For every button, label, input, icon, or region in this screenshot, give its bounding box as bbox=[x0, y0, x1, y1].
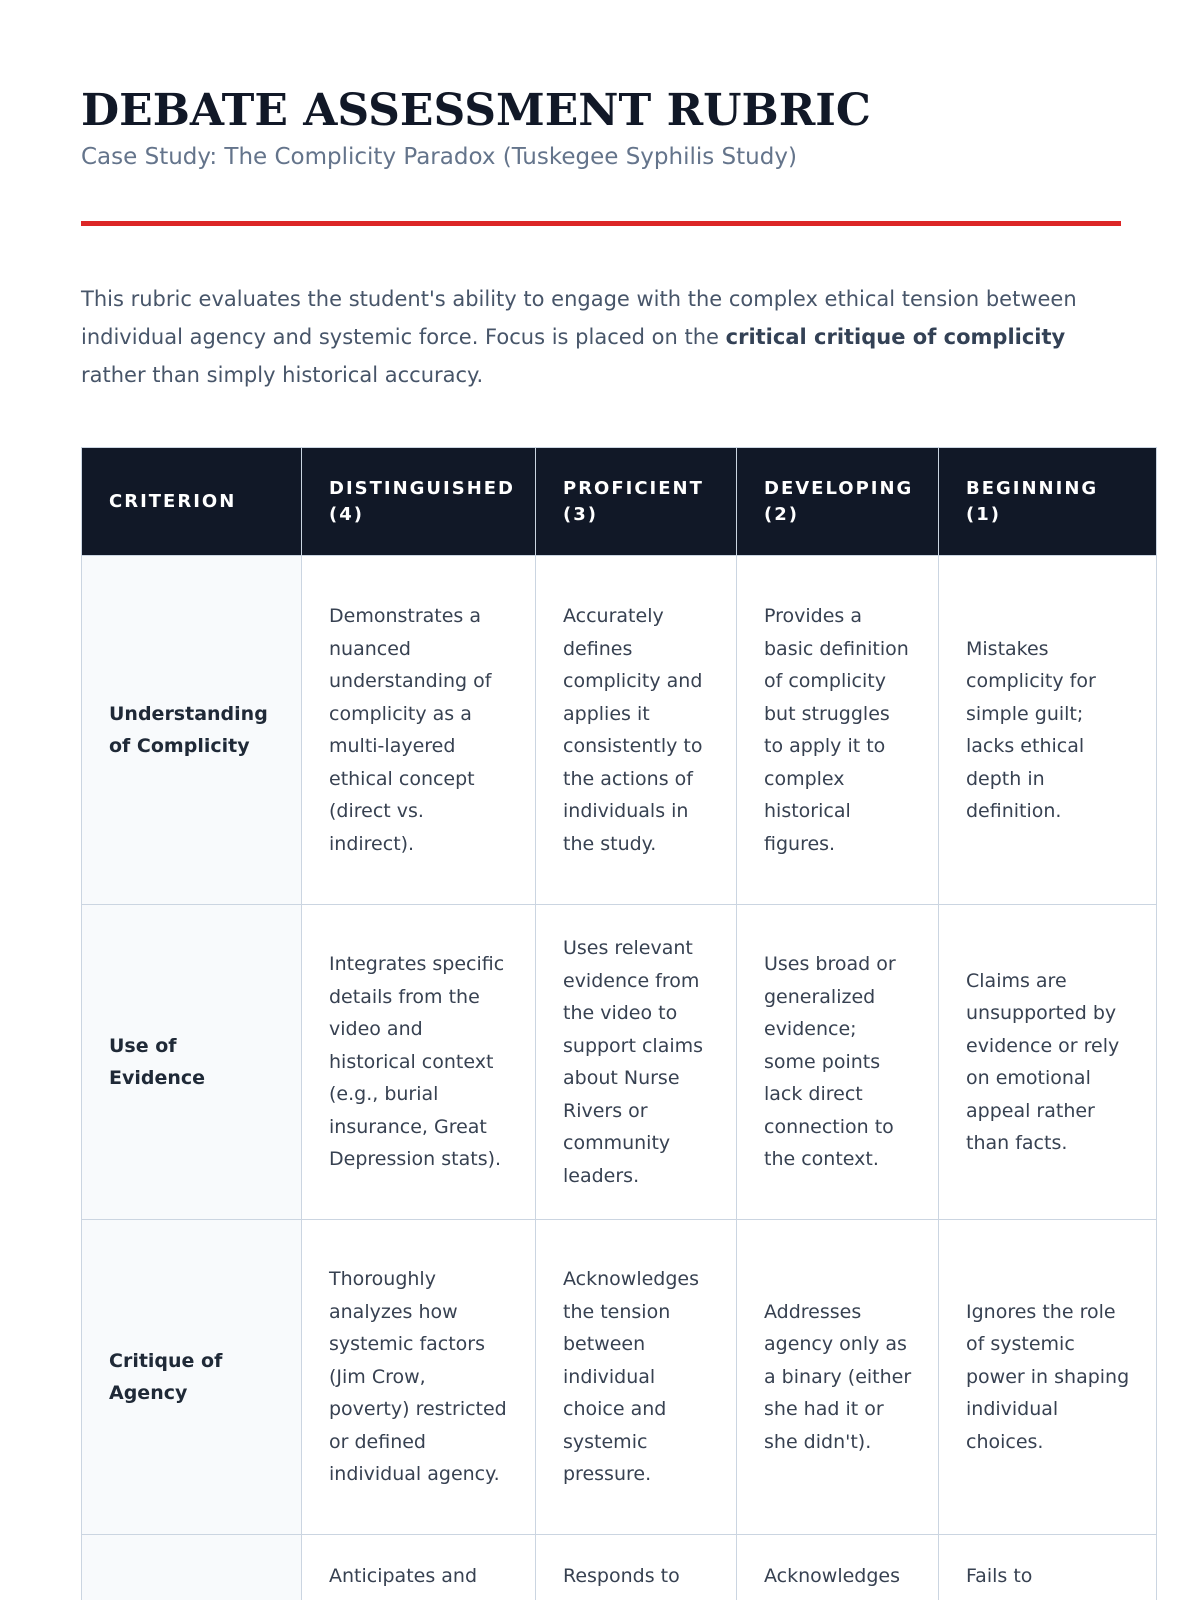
header-label: DEVELOPING bbox=[764, 477, 914, 499]
proficient-cell: Responds to bbox=[536, 1535, 737, 1600]
beginning-cell: Fails to bbox=[939, 1535, 1157, 1600]
intro-emphasis: critical critique of complicity bbox=[725, 325, 1066, 349]
criterion-cell: Understanding of Complicity bbox=[82, 556, 302, 905]
header-label: CRITERION bbox=[109, 490, 237, 512]
header-criterion bbox=[82, 448, 302, 556]
distinguished-cell: Demonstrates a nuanced understanding of complicity as a multi-layered ethical concept (direct vs. indirect). bbox=[302, 556, 536, 905]
developing-cell: Addresses agency only as a binary (either she had it or she didn't). bbox=[737, 1220, 939, 1535]
proficient-cell: Accurately defines complicity and applies it consistently to the actions of individuals in the study. bbox=[536, 556, 737, 905]
page-title: DEBATE ASSESSMENT RUBRIC bbox=[81, 85, 871, 136]
header-proficient bbox=[536, 448, 737, 556]
criterion-cell: Critique of Agency bbox=[82, 1220, 302, 1535]
header-label: BEGINNING bbox=[966, 477, 1099, 499]
intro-text-end: rather than simply historical accuracy. bbox=[81, 363, 484, 387]
intro-paragraph bbox=[81, 280, 1136, 394]
header-score: (3) bbox=[563, 503, 598, 525]
header-divider bbox=[81, 221, 1121, 226]
header-developing bbox=[737, 448, 939, 556]
table-row bbox=[82, 1535, 1157, 1600]
beginning-cell: Ignores the role of systemic power in shaping individual choices. bbox=[939, 1220, 1157, 1535]
proficient-cell: Acknowledges the tension between individual choice and systemic pressure. bbox=[536, 1220, 737, 1535]
distinguished-cell: Thoroughly analyzes how systemic factors (Jim Crow, poverty) restricted or defined individual agency. bbox=[302, 1220, 536, 1535]
proficient-cell: Uses relevant evidence from the video to support claims about Nurse Rivers or community leaders. bbox=[536, 905, 737, 1220]
distinguished-cell: Anticipates and bbox=[302, 1535, 536, 1600]
beginning-cell: Claims are unsupported by evidence or rely on emotional appeal rather than facts. bbox=[939, 905, 1157, 1220]
page-subtitle: Case Study: The Complicity Paradox (Tuskegee Syphilis Study) bbox=[81, 144, 797, 170]
developing-cell: Acknowledges bbox=[737, 1535, 939, 1600]
rubric-table bbox=[81, 447, 1157, 1600]
criterion-cell: Use of Evidence bbox=[82, 905, 302, 1220]
header-distinguished bbox=[302, 448, 536, 556]
header-label: PROFICIENT bbox=[563, 477, 704, 499]
table-row bbox=[82, 905, 1157, 1220]
table-row bbox=[82, 1220, 1157, 1535]
criterion-cell bbox=[82, 1535, 302, 1600]
header-score: (4) bbox=[329, 503, 364, 525]
distinguished-cell: Integrates specific details from the video and historical context (e.g., burial insurance, Great Depression stats). bbox=[302, 905, 536, 1220]
header-label: DISTINGUISHED bbox=[329, 477, 515, 499]
table-header-row bbox=[82, 448, 1157, 556]
intro-text-start: This rubric evaluates the student's ability to engage with the complex ethical tension between individual agency and systemic force. Focus is placed on the bbox=[81, 287, 1077, 349]
header-score: (2) bbox=[764, 503, 799, 525]
header-score: (1) bbox=[966, 503, 1001, 525]
header-beginning bbox=[939, 448, 1157, 556]
document-header bbox=[81, 82, 1121, 172]
beginning-cell: Mistakes complicity for simple guilt; lacks ethical depth in definition. bbox=[939, 556, 1157, 905]
table-row bbox=[82, 556, 1157, 905]
developing-cell: Provides a basic definition of complicity but struggles to apply it to complex historical figures. bbox=[737, 556, 939, 905]
developing-cell: Uses broad or generalized evidence; some points lack direct connection to the context. bbox=[737, 905, 939, 1220]
